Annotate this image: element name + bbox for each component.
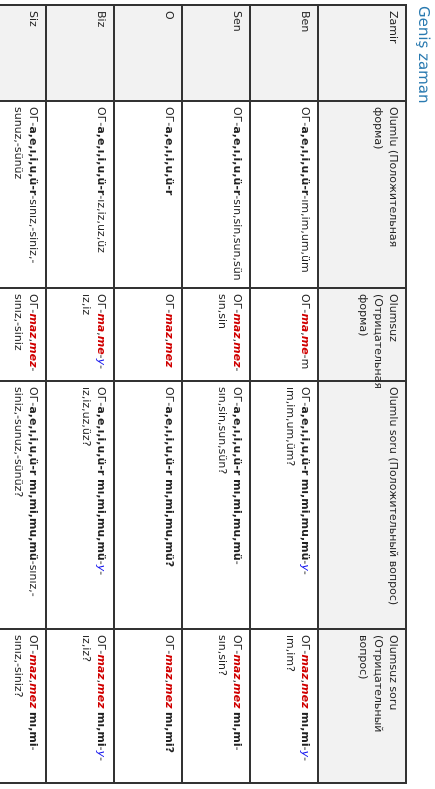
form-segment: y (95, 358, 108, 366)
positive-cell (0, 101, 46, 288)
header-row (318, 5, 406, 783)
form-segment: -sın,sin,sun,sün (231, 195, 244, 281)
form-segment: , (163, 338, 176, 343)
form-segment: mı,mi,mu,mü (299, 478, 312, 561)
table-row (46, 5, 114, 783)
form-segment: a,e,ı,i,u,ü-r mı,mi,mu,mü (231, 406, 244, 561)
table-row (114, 5, 182, 783)
form-segment: -sınız,-siniz,-sunuz,-sünüz? (12, 387, 40, 597)
negative-cell (0, 288, 46, 381)
form-segment: mez (163, 342, 176, 368)
form-segment: y (95, 750, 108, 758)
form-segment: mez (27, 342, 40, 368)
page-title: Geniş zaman (415, 6, 433, 104)
form-segment: ma (299, 313, 312, 333)
form-segment: -ım,im,um,üm? (284, 387, 312, 575)
form-segment: OГ- (95, 107, 108, 127)
form-segment: mı,mi (299, 711, 312, 747)
positive-question-cell (182, 381, 250, 629)
form-segment: mez (163, 683, 176, 709)
form-segment: OГ- (299, 107, 312, 127)
form-segment: y (299, 750, 312, 758)
form-segment: me (299, 335, 312, 355)
form-segment: mez (95, 683, 108, 709)
form-segment: mez (299, 683, 312, 709)
form-segment: OГ- (163, 387, 176, 407)
pronoun-cell: Ben (250, 5, 318, 101)
form-segment: , (95, 679, 108, 684)
header-negative-question: Olumsuz soru (Отрицательный вопрос) (318, 629, 406, 783)
negative-cell (182, 288, 250, 381)
form-segment: OГ- (27, 387, 40, 407)
form-segment: OГ- (231, 107, 244, 127)
form-segment: -sın,sin,sun,sün? (216, 387, 244, 565)
form-segment: a,e,ı,i,u,ü-r (27, 126, 40, 196)
form-segment: OГ- (299, 387, 312, 407)
form-segment: a,e,ı,i,u,ü-r (231, 126, 244, 196)
form-segment: -ız,iz,uz,üz? (80, 387, 108, 576)
form-segment: - (95, 746, 108, 751)
form-segment: maz (299, 654, 312, 680)
header-pronoun: Zamir (318, 5, 406, 101)
form-segment: OГ- (231, 635, 244, 655)
form-segment: mı,mi? (163, 711, 176, 753)
form-segment: OГ- (163, 107, 176, 127)
form-segment: , (95, 332, 108, 336)
form-segment: - (299, 560, 312, 565)
pronoun-cell: Biz (46, 5, 114, 101)
form-segment: -ız,iz (80, 294, 108, 370)
form-segment: mez (27, 683, 40, 709)
table-body (0, 5, 318, 783)
form-segment: maz (27, 654, 40, 680)
form-segment: mı,mi (95, 711, 108, 747)
form-segment: maz (163, 313, 176, 339)
positive-cell (46, 101, 114, 288)
form-segment: a,e,ı,i,u,ü-r (163, 126, 176, 196)
form-segment: a,e,ı,i,u,ü-r mı,mi,mu,mü (95, 406, 108, 561)
form-segment: OГ- (27, 294, 40, 314)
header-negative: Olumsuz (Отрицательная форма) (318, 288, 406, 381)
form-segment: a,e,ı,i,u,ü-r mı,mi,mu,mü? (163, 406, 176, 568)
negative-cell (46, 288, 114, 381)
form-segment: -sınız,-siniz,-sunuz,-sünüz (12, 107, 40, 264)
form-segment: me (95, 335, 108, 355)
form-segment: , (231, 338, 244, 343)
form-segment: maz (231, 654, 244, 680)
form-segment: - (299, 195, 312, 200)
form-segment: -sınız,-siniz? (12, 635, 40, 751)
positive-question-cell (250, 381, 318, 629)
form-segment: ım,im,um,üm (299, 199, 312, 273)
form-segment: OГ- (299, 294, 312, 314)
form-segment: , (299, 679, 312, 684)
negative-question-cell (114, 629, 182, 783)
positive-cell (114, 101, 182, 288)
form-segment: y (299, 564, 312, 571)
form-segment: maz (163, 654, 176, 680)
form-segment: OГ- (231, 294, 244, 314)
form-segment: ma (95, 313, 108, 333)
form-segment: mı,mi (231, 711, 244, 747)
table-row (250, 5, 318, 783)
header-positive: Olumlu (Положительная форма) (318, 101, 406, 288)
conjugation-table (0, 4, 407, 784)
form-segment: -ız,iz,uz,üz (95, 195, 108, 253)
form-segment: , (27, 679, 40, 684)
form-segment: OГ- (163, 294, 176, 314)
form-segment: a,e,ı,i,u,ü-r (299, 406, 312, 476)
form-segment: -m (299, 354, 312, 370)
form-segment: a,e,ı,i,u,ü-r (299, 126, 312, 196)
negative-question-cell (0, 629, 46, 783)
pronoun-cell: O (114, 5, 182, 101)
negative-question-cell (250, 629, 318, 783)
form-segment: y (95, 564, 108, 572)
form-segment: OГ- (95, 294, 108, 314)
form-segment: - (95, 354, 108, 359)
positive-question-cell (0, 381, 46, 629)
table-row (182, 5, 250, 783)
form-segment: -sınız,-siniz (12, 294, 40, 372)
positive-question-cell (46, 381, 114, 629)
form-segment: -sın,sin? (216, 635, 244, 751)
positive-cell (182, 101, 250, 288)
form-segment: , (299, 332, 312, 336)
negative-question-cell (46, 629, 114, 783)
header-positive-question: Olumlu soru (Положительный вопрос) (318, 381, 406, 629)
form-segment: a,e,ı,i,u,ü-r mı,mi,mu,mü (27, 406, 40, 561)
form-segment: maz (27, 313, 40, 339)
form-segment: OГ- (163, 635, 176, 655)
form-segment: OГ- (231, 387, 244, 407)
positive-question-cell (114, 381, 182, 629)
form-segment: , (163, 679, 176, 684)
form-segment: - (95, 560, 108, 565)
form-segment: - (299, 746, 312, 751)
positive-cell (250, 101, 318, 288)
form-segment: -ım,im? (284, 635, 312, 762)
form-segment: mı,mi (27, 711, 40, 747)
form-segment: a,e,ı,i,u,ü-r (95, 126, 108, 196)
form-segment: -ız,iz? (80, 635, 108, 762)
form-segment: mez (231, 683, 244, 709)
form-segment: , (231, 679, 244, 684)
form-segment: mez (231, 342, 244, 368)
form-segment: , (27, 338, 40, 343)
table-row (0, 5, 46, 783)
form-segment: -sın,sin (216, 294, 244, 372)
pronoun-cell: Sen (182, 5, 250, 101)
negative-cell (250, 288, 318, 381)
form-segment: OГ- (27, 635, 40, 655)
form-segment: maz (231, 313, 244, 339)
form-segment: OГ- (95, 635, 108, 655)
negative-question-cell (182, 629, 250, 783)
form-segment: OГ- (95, 387, 108, 407)
negative-cell (114, 288, 182, 381)
form-segment: OГ- (27, 107, 40, 127)
pronoun-cell: Siz (0, 5, 46, 101)
form-segment: maz (95, 654, 108, 680)
form-segment: OГ- (299, 635, 312, 655)
